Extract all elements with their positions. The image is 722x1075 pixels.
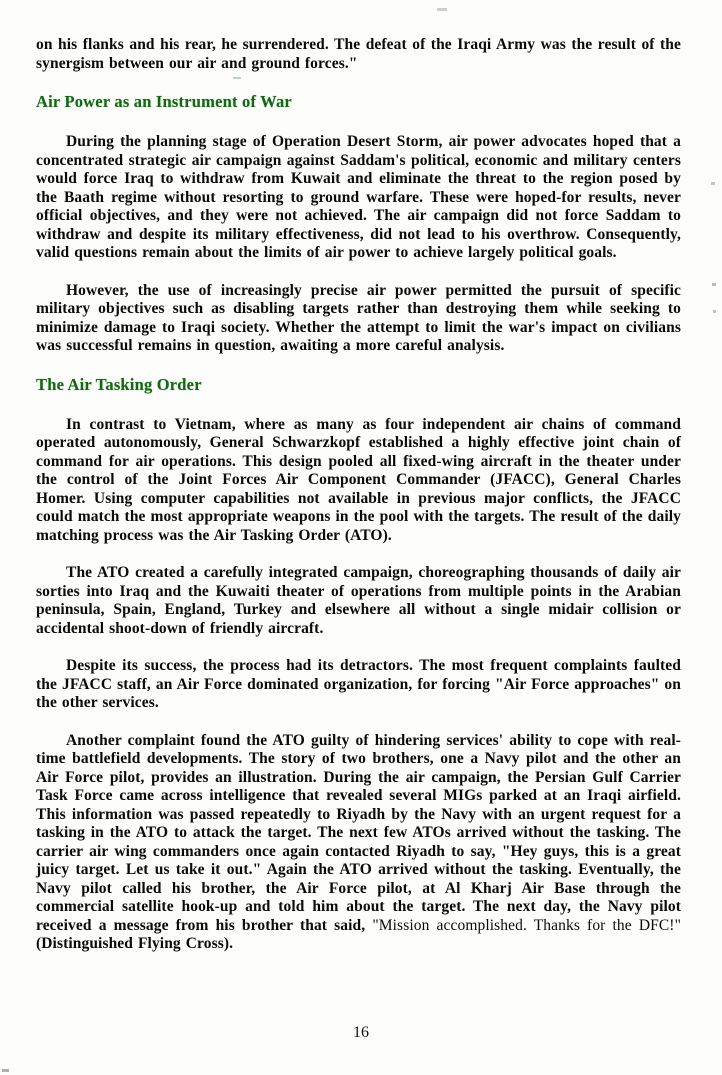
page-number: 16 <box>353 1024 369 1041</box>
mission-accomplished-quote: "Mission accomplished. Thanks for the DFC!" <box>372 916 682 934</box>
scan-speck <box>713 310 716 313</box>
scan-speck <box>712 283 716 286</box>
body-paragraph-detractors: Despite its success, the process had its detractors. The most frequent complaints faulted the JFACC staff, an Air Force dominated organization, for forcing "Air Force approaches" on the other services. <box>36 657 681 711</box>
intro-paragraph-fragment: on his flanks and his rear, he surrendered. The defeat of the Iraqi Army was the result of the synergism between our air and ground forces." <box>36 36 681 72</box>
section-heading-air-tasking-order: The Air Tasking Order <box>36 374 202 394</box>
two-brothers-lead-text: Another complaint found the ATO guilty of hindering services' ability to cope with real-time battlefield developments. The story of two brothers, one a Navy pilot and the other an Air Force pilot, provides an illustration. During the air campaign, the Persian Gulf Carrier Task Force came across intelligence that revealed several MIGs parked at an Iraqi airfield. This information was passed repeatedly to Riyadh by the Navy with an urgent request for a tasking in the ATO to attack the target. The next few ATOs arrived without the tasking. The carrier air wing commanders once again contacted Riyadh to say, "Hey guys, this is a great juicy target. Let us take it out." Again the ATO arrived without the tasking. Eventually, the Navy pilot called his brother, the Air Force pilot, at Al Kharj Air Base through the commercial satellite hook-up and told him about the target. The next day, the Navy pilot received a message from his brother that said, <box>36 731 681 934</box>
distinguished-flying-cross-text: (Distinguished Flying Cross). <box>36 935 234 952</box>
body-paragraph-contrast-to-vietnam: In contrast to Vietnam, where as many as four independent air chains of command operated autonomously, General Schwarzkopf established a highly effective joint chain of command for air operations. This design pooled all fixed-wing aircraft in the theater under the control of the Joint Forces Air Component Commander (JFACC), General Charles Homer. Using computer capabilities not available in previous major conflicts, the JFACC could match the most appropriate weapons in the pool with the targets. The result of the daily matching process was the Air Tasking Order (ATO). <box>36 415 681 544</box>
body-paragraph-ato-campaign: The ATO created a carefully integrated campaign, choreographing thousands of daily air sorties into Iraq and the Kuwaiti theater of operations from multiple points in the Arabian peninsula, Spain, England, Turkey and elsewhere all without a single midair collision or accidental shoot-down of friendly aircraft. <box>36 564 681 637</box>
body-paragraph-two-brothers <box>36 732 681 954</box>
scan-speck <box>2 1069 9 1072</box>
scan-speck <box>437 8 447 11</box>
section-heading-air-power-instrument-of-war: Air Power as an Instrument of War <box>36 92 292 111</box>
page-text-column <box>36 36 681 973</box>
body-paragraph-planning-stage: During the planning stage of Operation Desert Storm, air power advocates hoped that a concentrated strategic air campaign against Saddam's political, economic and military centers would force Iraq to withdraw from Kuwait and eliminate the threat to the region posed by the Baath regime without resorting to ground warfare. These were hoped-for results, never official objectives, and they were not achieved. The air campaign did not force Saddam to withdraw and despite its military effectiveness, did not lead to his overthrow. Consequently, valid questions remain about the limits of air power to achieve largely political goals. <box>36 133 681 261</box>
scan-speck <box>711 182 715 185</box>
body-paragraph-precise-air-power: However, the use of increasingly precise air power permitted the pursuit of specific military objectives such as disabling targets rather than destroying them while seeking to minimize damage to Iraqi society. Whether the attempt to limit the war's impact on civilians was successful remains in question, awaiting a more careful analysis. <box>36 281 681 354</box>
